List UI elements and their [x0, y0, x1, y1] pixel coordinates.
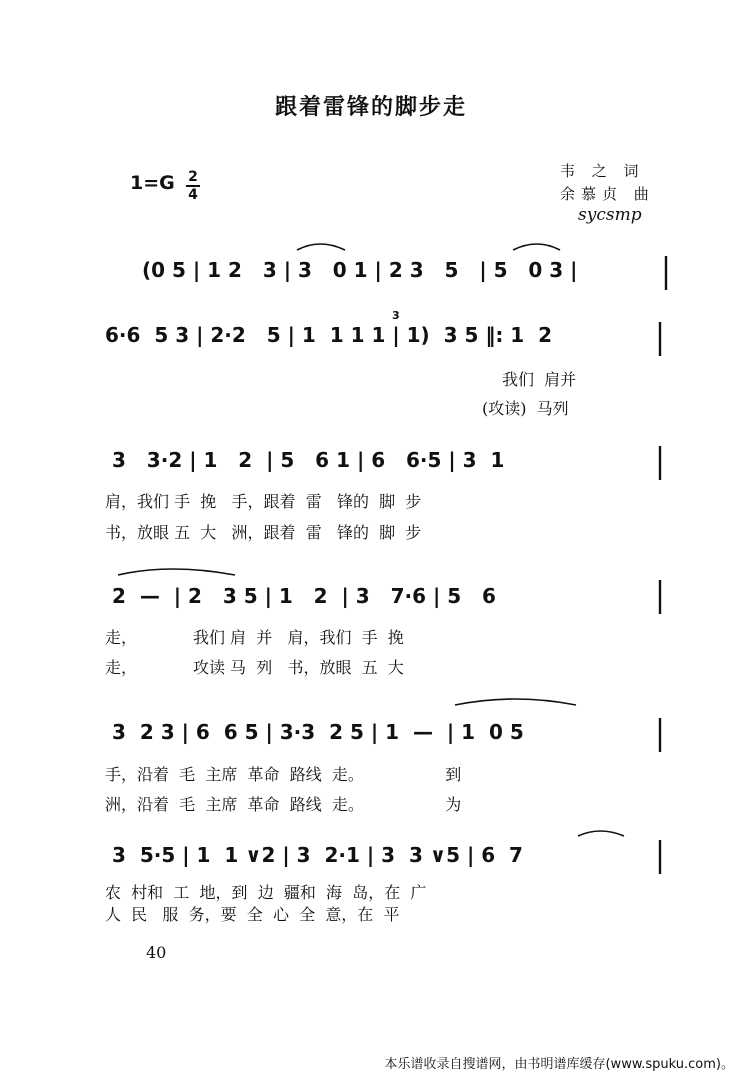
row-4-lyric-1: 走， 我们 肩 并 肩，我们 手 挽: [105, 628, 404, 647]
row-6-lyric-2: 人 民 服 务，要 全 心 全 意，在 平: [105, 905, 400, 924]
row-4-notes: 2 — | 2 3 5 | 1 2 | 3 7·6 | 5 6: [112, 584, 496, 608]
row-4-lyric-2: 走， 攻读 马 列 书，放眼 五 大: [105, 658, 404, 677]
key-signature: 1=G: [130, 172, 175, 194]
source-footer: 本乐谱收录自搜谱网，由书明谱库缓存(www.spuku.com)。: [384, 1057, 734, 1072]
time-signature-lower: 4: [188, 187, 198, 203]
row-5-notes: 3 2 3 | 6 6 5 | 3·3 2 5 | 1 — | 1 0 5: [112, 720, 524, 744]
tie-row-1-b: [513, 244, 560, 250]
time-signature-upper: 2: [188, 169, 198, 185]
tie-row-1-a: [297, 244, 345, 250]
tie-slurs: [118, 244, 624, 836]
row-5-lyric-2: 洲，沿着 毛 主席 革命 路线 走。 为: [105, 795, 462, 814]
row-3-lyric-2: 书，放眼 五 大 洲，跟着 雷 锋的 脚 步: [105, 523, 422, 542]
row-3-notes: 3 3·2 | 1 2 | 5 6 1 | 6 6·5 | 3 1: [112, 448, 505, 472]
lyricist-credit: 韦 之 词: [560, 162, 645, 180]
row-1-notes: (0 5 | 1 2 3 | 3 0 1 | 2 3 5 | 5 0 3 |: [142, 258, 578, 282]
row-2-lyric-2: (攻读) 马列: [482, 399, 569, 418]
row-2-triplet-mark: 3: [392, 309, 400, 322]
page-number: 40: [146, 943, 167, 962]
row-6-lyric-1: 农 村和 工 地，到 边 疆和 海 岛，在 广: [105, 883, 427, 902]
row-6-notes: 3 5·5 | 1 1 ∨2 | 3 2·1 | 3 3 ∨5 | 6 7: [112, 843, 523, 867]
composer-credit: 余慕贞 曲: [560, 185, 655, 203]
tie-row-6: [578, 831, 624, 836]
row-5-lyric-1: 手，沿着 毛 主席 革命 路线 走。 到: [105, 765, 462, 784]
song-title: 跟着雷锋的脚步走: [274, 95, 467, 120]
row-2-lyric-1: 我们 肩并: [502, 370, 577, 389]
signature-mark: sycsmp: [578, 205, 642, 225]
tie-row-5: [455, 699, 576, 705]
row-3-lyric-1: 肩，我们 手 挽 手，跟着 雷 锋的 脚 步: [105, 492, 422, 511]
end-barlines: [660, 256, 666, 874]
row-2-notes: 6·6 5 3 | 2·2 5 | 1 1 1 1 | 1) 3 5 ‖: 1 2: [105, 323, 553, 347]
tie-row-4: [118, 569, 235, 575]
